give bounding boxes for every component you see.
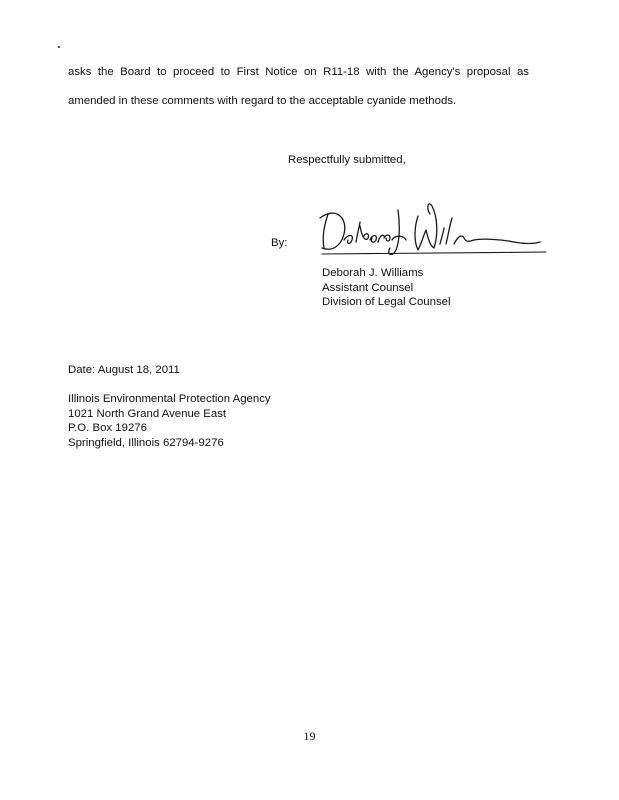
page-number: 19 — [303, 729, 316, 743]
agency-address — [68, 392, 271, 450]
address-street: 1021 North Grand Avenue East — [68, 407, 227, 420]
by-label: By: — [271, 237, 288, 249]
closing-salutation: Respectfully submitted, — [288, 154, 406, 166]
address-po-box: P.O. Box 19276 — [68, 422, 147, 434]
document-date: Date: August 18, 2011 — [68, 364, 180, 376]
body-text-line-2: amended in these comments with regard to the acceptable cyanide methods. — [68, 95, 457, 107]
signatory-block — [322, 266, 451, 310]
signatory-name: Deborah J. Williams — [322, 267, 424, 279]
signatory-division: Division of Legal Counsel — [322, 296, 451, 308]
address-organization: Illinois Environmental Protection Agency — [68, 393, 271, 405]
handwritten-signature — [314, 196, 550, 266]
signatory-title: Assistant Counsel — [322, 281, 414, 294]
body-text-line-1: asks the Board to proceed to First Notice on R11-18 with the Agency's proposal as — [68, 66, 529, 78]
address-city: Springfield, Illinois 62794-9276 — [68, 436, 224, 449]
scan-speck — [58, 46, 60, 48]
